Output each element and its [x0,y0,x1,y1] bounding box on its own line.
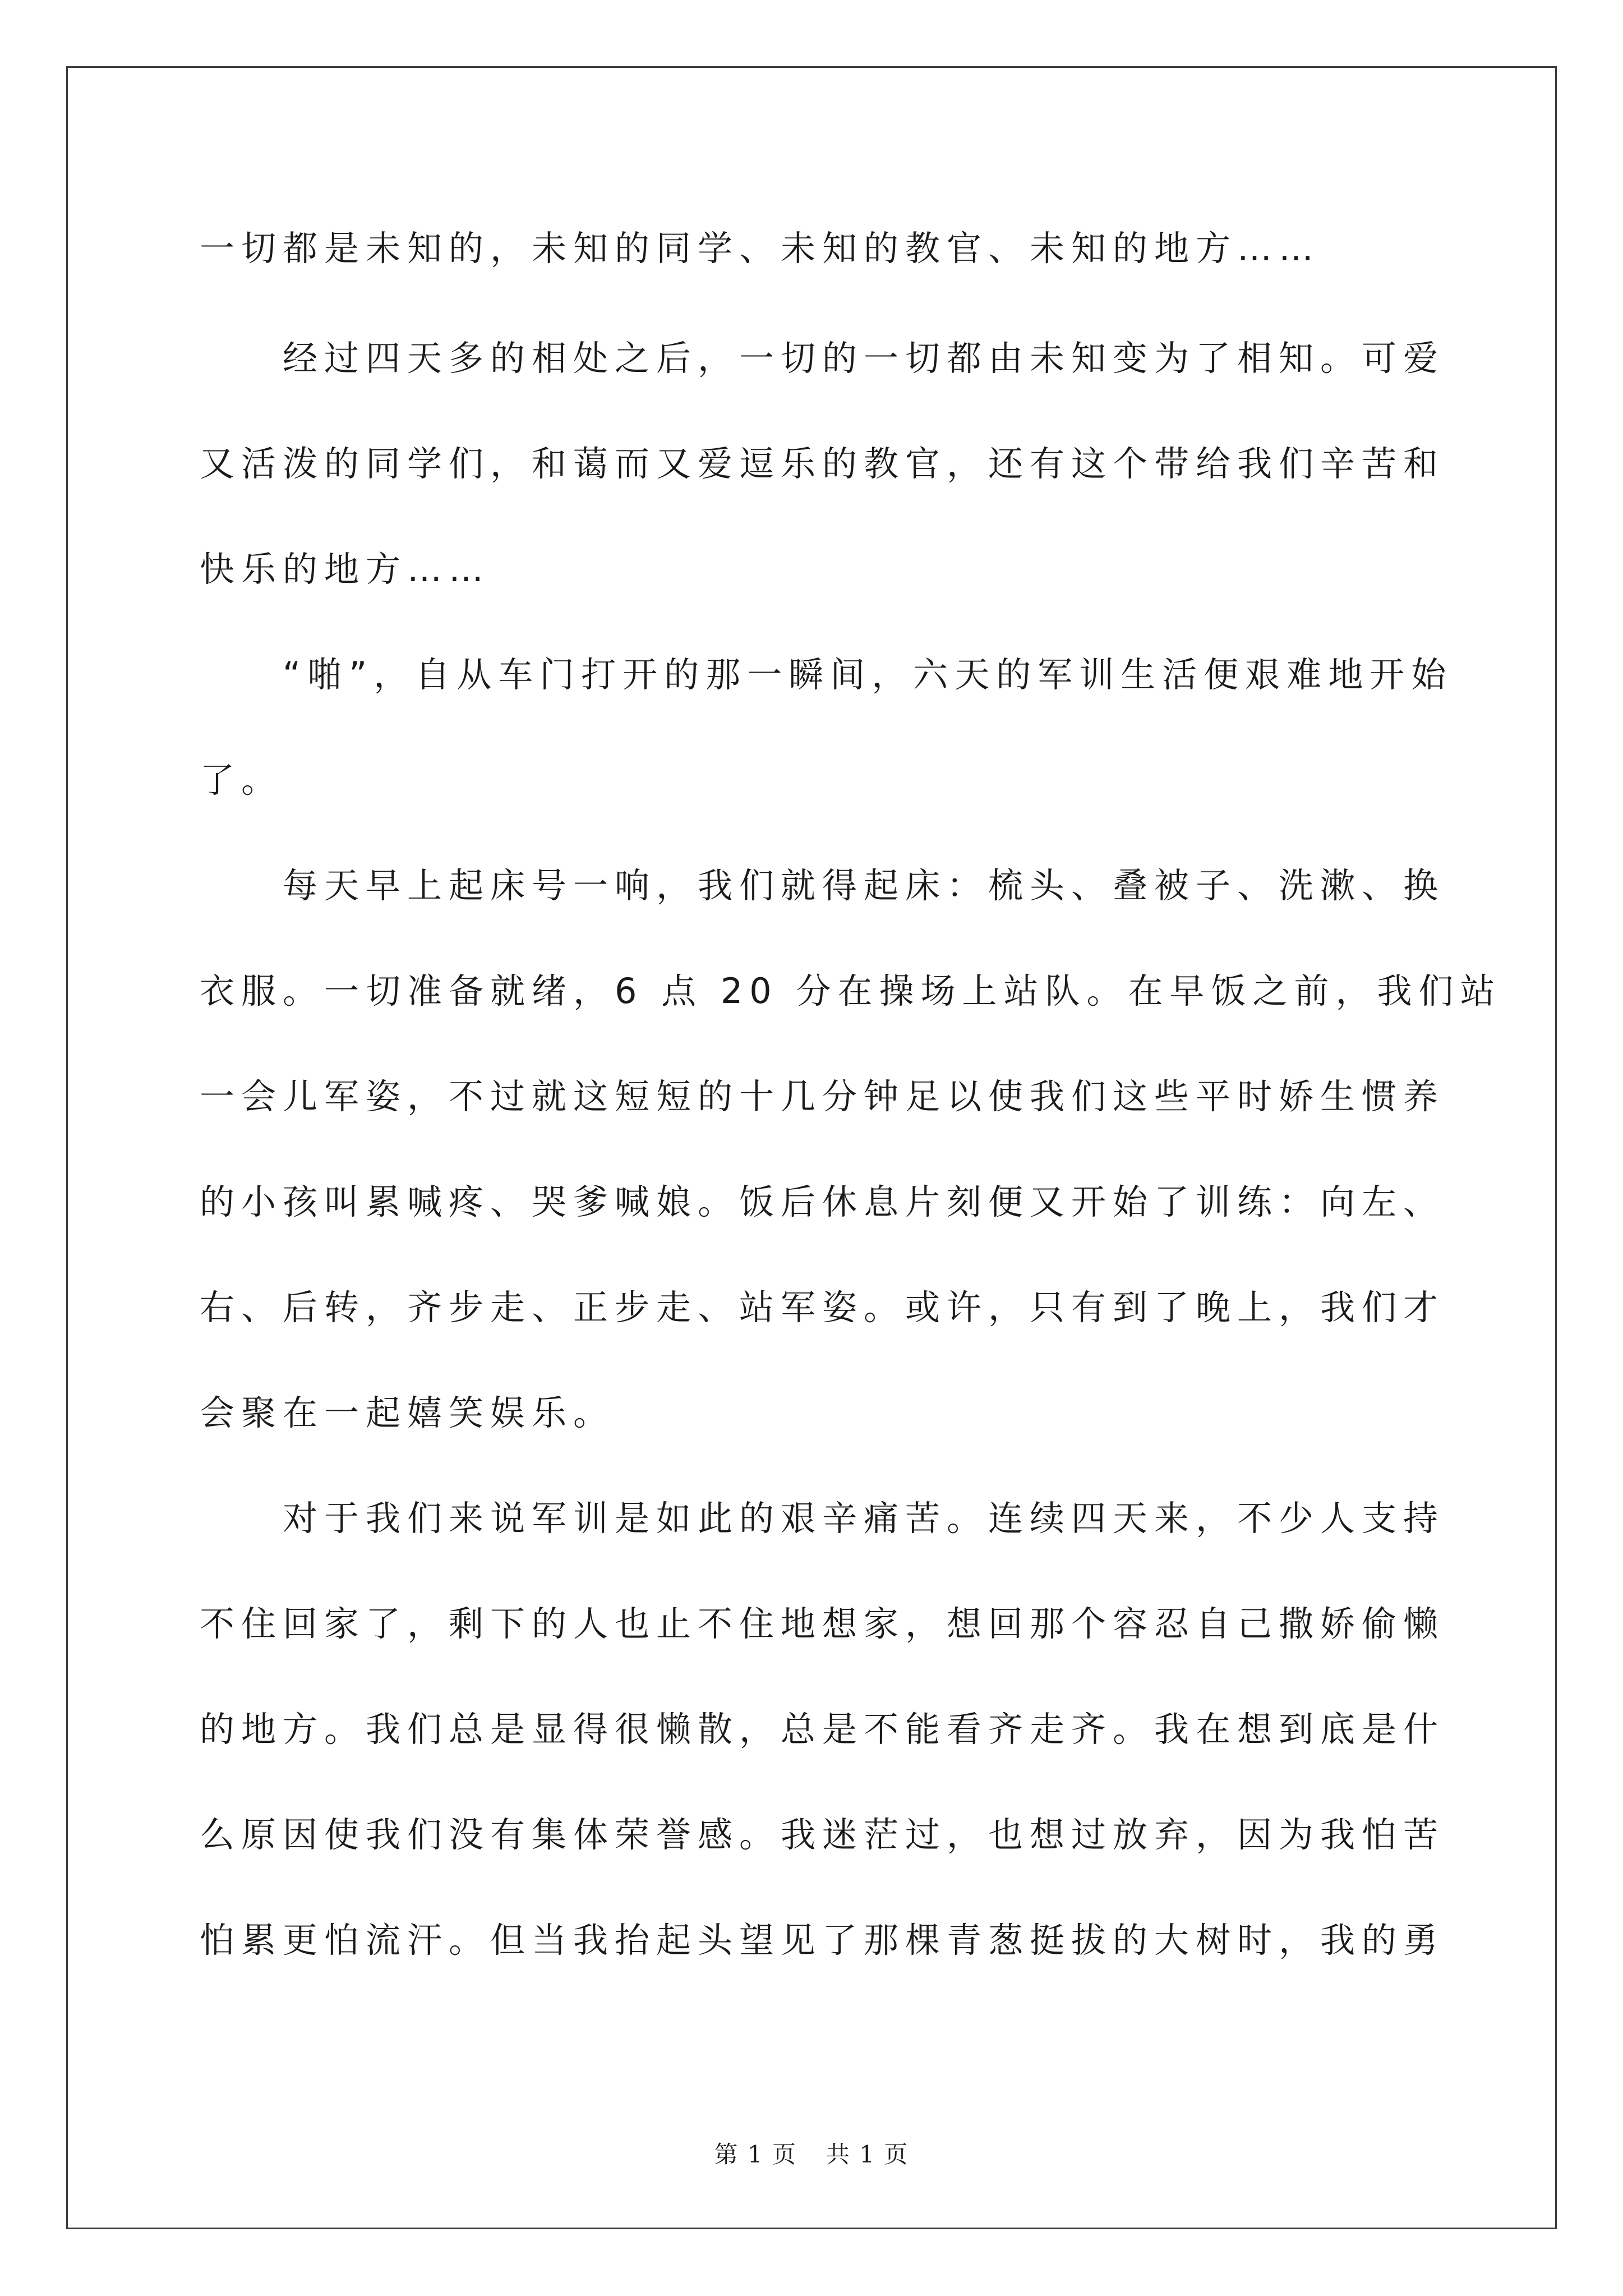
text-line: 衣服。一切准备就绪，6 点 20 分在操场上站队。在早饭之前，我们站 [200,970,1502,1011]
text-line: 对于我们来说军训是如此的艰辛痛苦。连续四天来，不少人支持 [283,1498,1445,1539]
page-border [66,66,1557,2229]
text-line: 的小孩叫累喊疼、哭爹喊娘。饭后休息片刻便又开始了训练：向左、 [200,1181,1445,1222]
text-line: 会聚在一起嬉笑娱乐。 [200,1392,615,1433]
page-number-current: 第 1 页 [714,2141,797,2168]
text-line: 么原因使我们没有集体荣誉感。我迷茫过，也想过放弃，因为我怕苦 [200,1814,1445,1855]
text-line: 快乐的地方…… [200,549,491,590]
text-line: “啪”，自从车门打开的那一瞬间，六天的军训生活便艰难地开始 [283,654,1453,695]
text-line: 右、后转，齐步走、正步走、站军姿。或许，只有到了晚上，我们才 [200,1287,1445,1328]
text-line: 不住回家了，剩下的人也止不住地想家，想回那个容忍自己撒娇偷懒 [200,1603,1445,1644]
page-number-total: 共 1 页 [826,2141,909,2168]
page-footer [0,2136,1623,2170]
text-line: 一切都是未知的，未知的同学、未知的教官、未知的地方…… [200,228,1321,269]
text-line: 一会儿军姿，不过就这短短的十几分钟足以使我们这些平时娇生惯养 [200,1076,1445,1117]
text-line: 又活泼的同学们，和蔼而又爱逗乐的教官，还有这个带给我们辛苦和 [200,443,1445,484]
text-line: 的地方。我们总是显得很懒散，总是不能看齐走齐。我在想到底是什 [200,1709,1445,1750]
text-line: 怕累更怕流汗。但当我抬起头望见了那棵青葱挺拔的大树时，我的勇 [200,1920,1445,1961]
text-line: 经过四天多的相处之后，一切的一切都由未知变为了相知。可爱 [283,338,1445,379]
text-line: 了。 [200,760,283,800]
text-line: 每天早上起床号一响，我们就得起床：梳头、叠被子、洗漱、换 [283,865,1445,906]
